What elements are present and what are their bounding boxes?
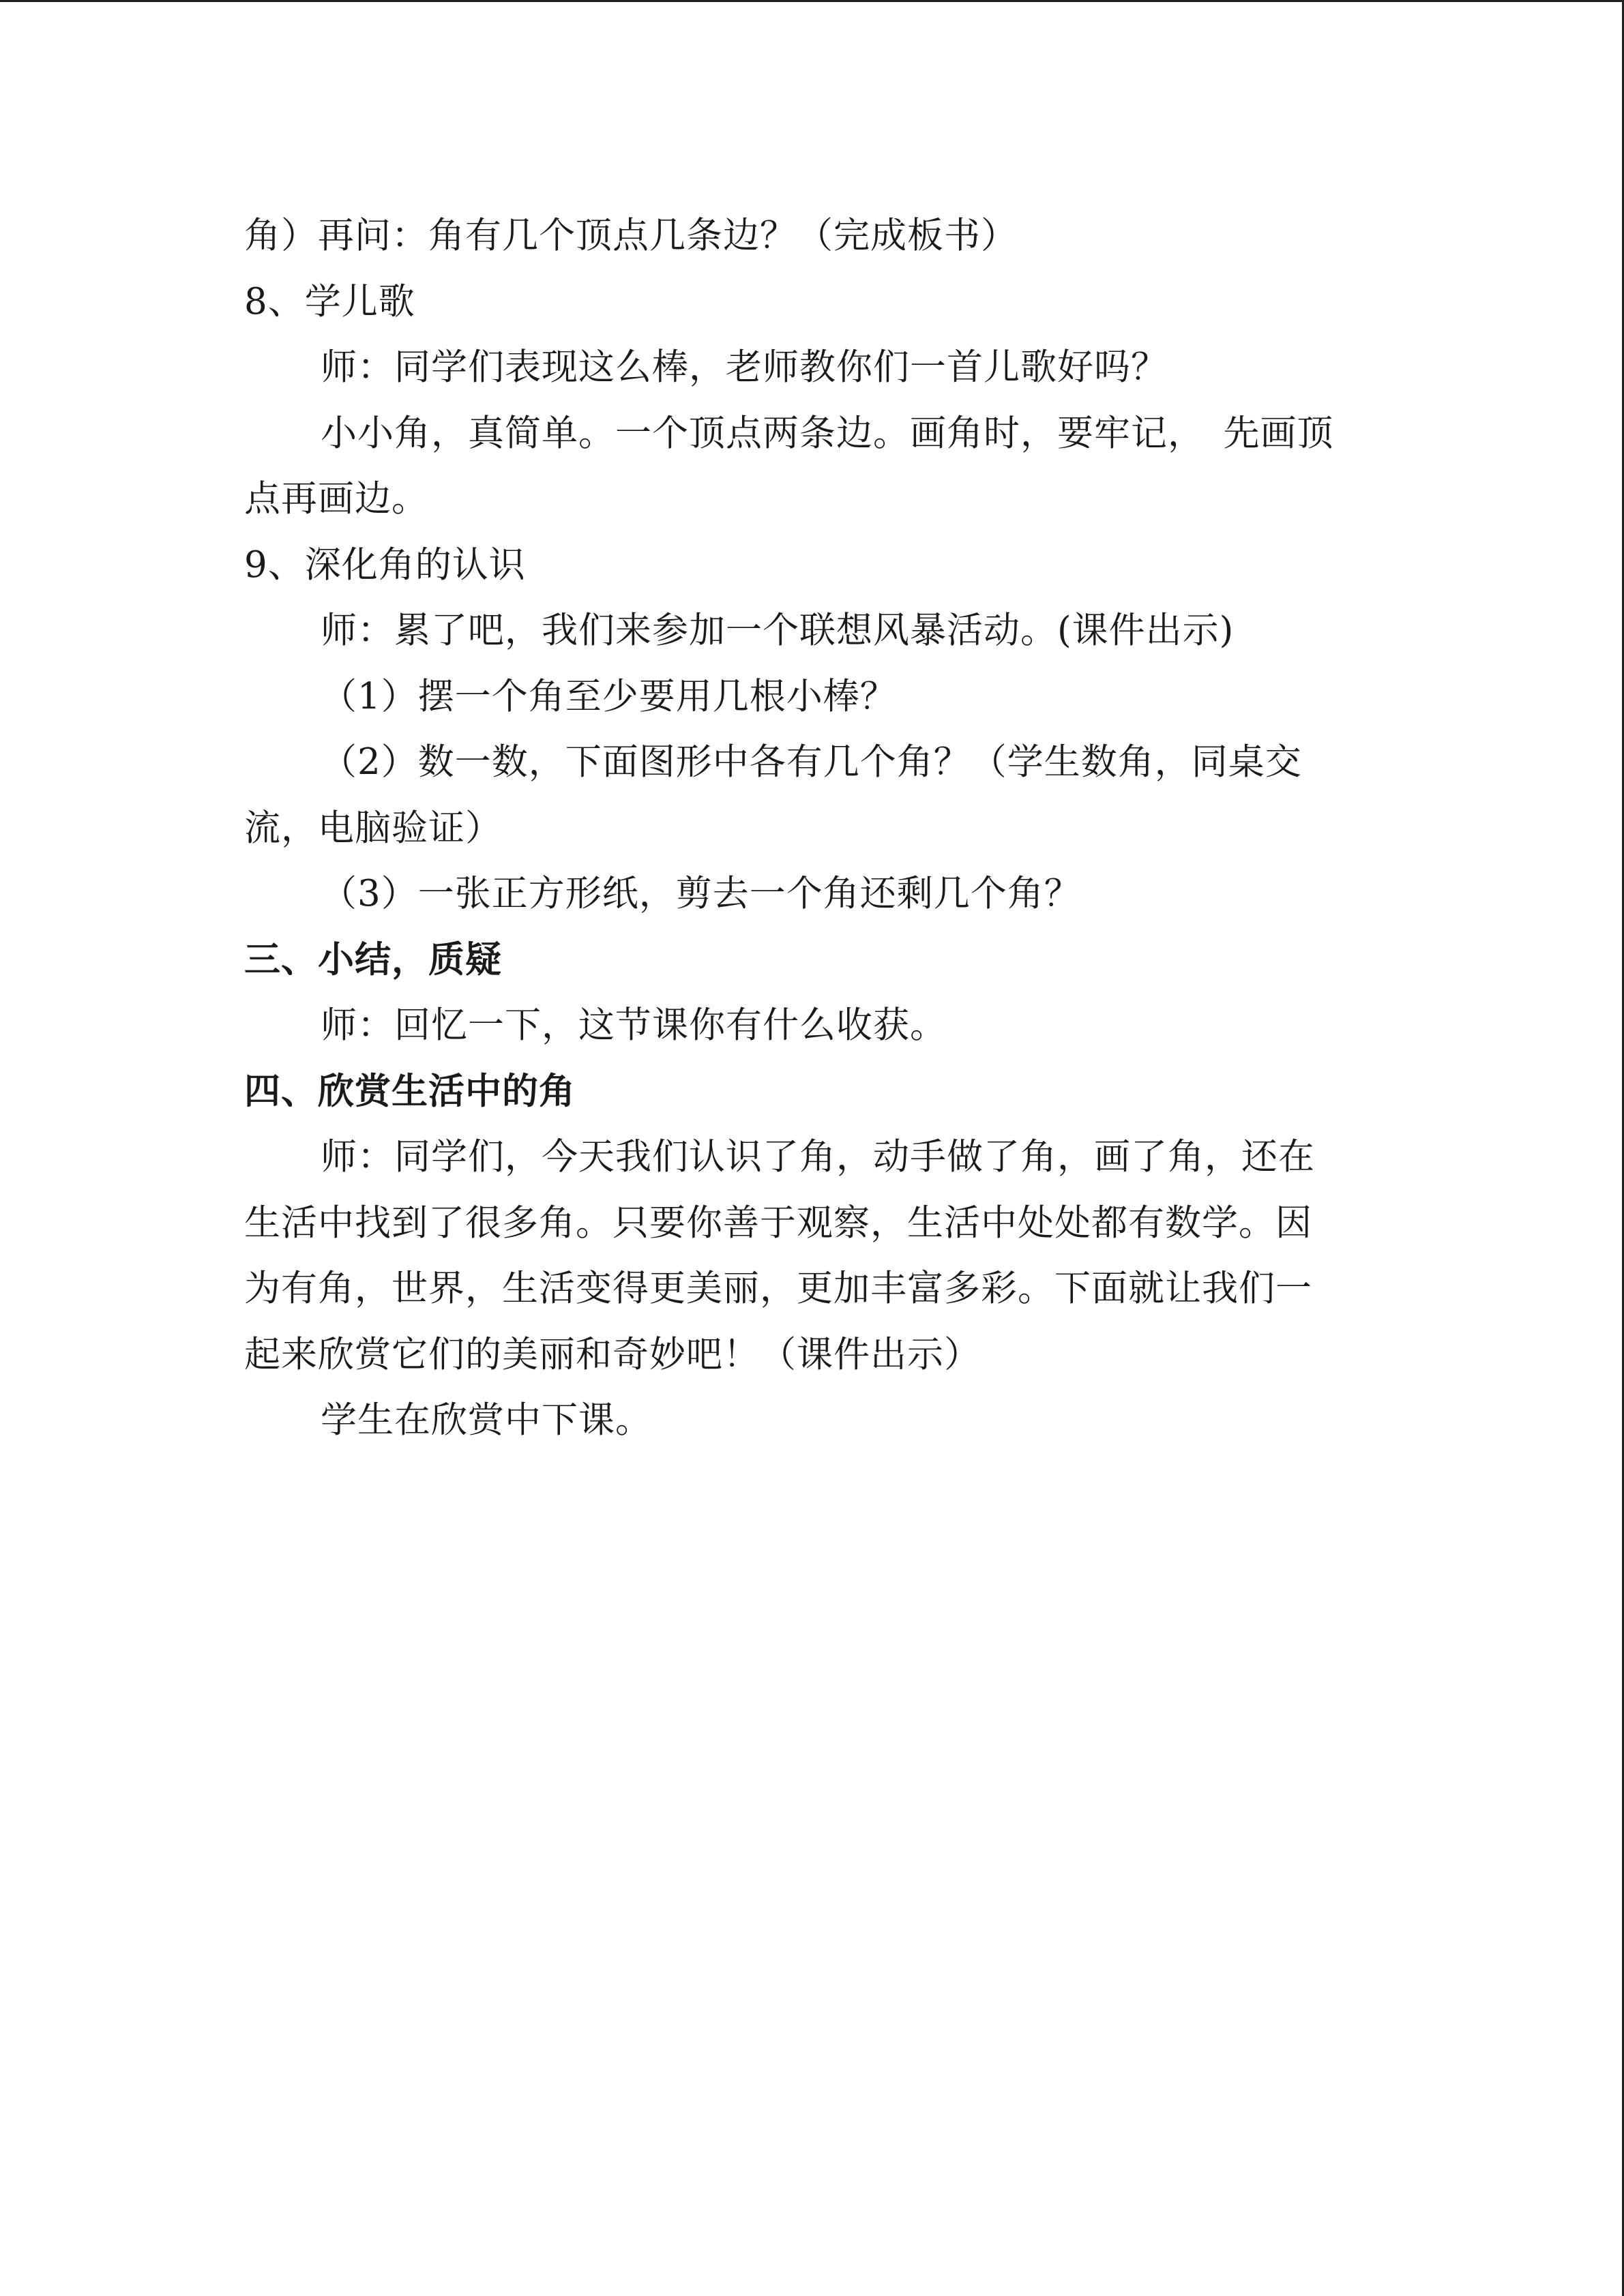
list-item: （3）一张正方形纸，剪去一个角还剩几个角？ bbox=[321, 873, 1081, 914]
section-heading: 8、学儿歌 bbox=[244, 280, 415, 323]
paragraph-line: 为有角，世界，生活变得更美丽，更加丰富多彩。下面就让我们一 bbox=[244, 1268, 1312, 1309]
section-heading-bold: 三、小结，质疑 bbox=[244, 938, 502, 981]
paragraph-line: 角）再问：角有几个顶点几条边？（完成板书） bbox=[244, 215, 1018, 256]
paragraph-line: 点再画边。 bbox=[244, 478, 428, 520]
paragraph-line: 师：累了吧，我们来参加一个联想风暴活动。(课件出示) bbox=[321, 610, 1235, 651]
paragraph-line: 生活中找到了很多角。只要你善于观察，生活中处处都有数学。因 bbox=[244, 1202, 1312, 1244]
paragraph-line: 师：同学们，今天我们认识了角，动手做了角，画了角，还在 bbox=[321, 1136, 1315, 1178]
section-heading-bold: 四、欣赏生活中的角 bbox=[244, 1070, 576, 1112]
paragraph-line: 师：同学们表现这么棒，老师教你们一首儿歌好吗？ bbox=[321, 346, 1168, 388]
section-heading: 9、深化角的认识 bbox=[244, 543, 526, 586]
document-body bbox=[244, 203, 1390, 1454]
paragraph-line: 学生在欣赏中下课。 bbox=[321, 1399, 652, 1441]
list-item: （1）摆一个角至少要用几根小棒？ bbox=[321, 675, 897, 717]
paragraph-line: 起来欣赏它们的美丽和奇妙吧！（课件出示） bbox=[244, 1333, 981, 1375]
paragraph-line: 流，电脑验证） bbox=[244, 807, 502, 849]
paragraph-line: 小小角，真简单。一个顶点两条边。画角时，要牢记， 先画顶 bbox=[321, 412, 1334, 454]
paragraph-line: 师：回忆一下，这节课你有什么收获。 bbox=[321, 1004, 947, 1046]
list-item: （2）数一数，下面图形中各有几个角？（学生数角，同桌交 bbox=[321, 741, 1302, 783]
